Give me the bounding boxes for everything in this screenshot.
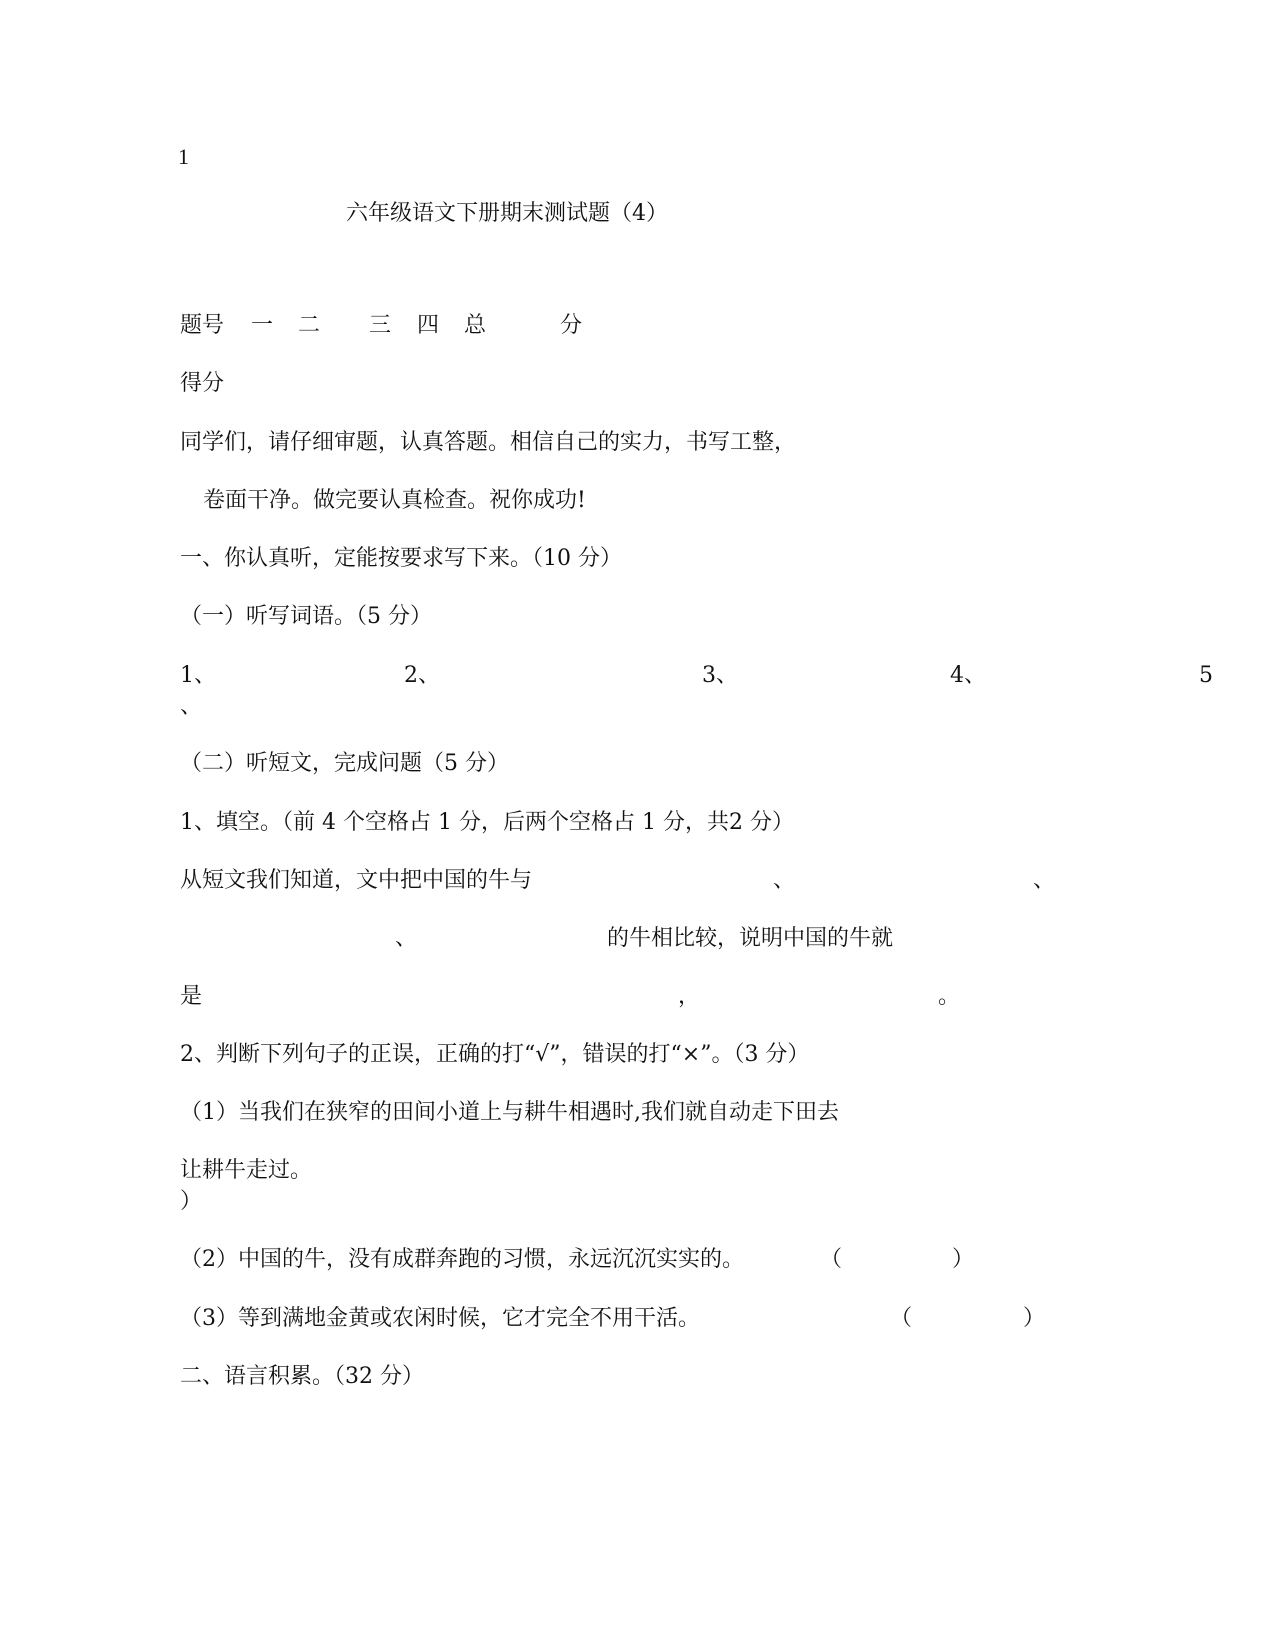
part-1-heading: （一）听写词语。（5 分） — [180, 604, 432, 629]
statement-2-text: （2）中国的牛，没有成群奔跑的习惯，永远沉沉实实的。 — [180, 1247, 744, 1272]
fill-line-1-sep-1: 、 — [773, 868, 796, 893]
statement-3-answer-open: （ — [890, 1306, 913, 1331]
dictation-item-5: 5 — [1199, 663, 1213, 688]
page-title: 六年级语文下册期末测试题（4） — [346, 201, 668, 226]
score-table-col-1: 一 — [251, 313, 274, 338]
score-table-score-label: 得分 — [180, 371, 225, 396]
fill-line-3-period: 。 — [938, 984, 961, 1009]
fill-line-1-text: 从短文我们知道，文中把中国的牛与 — [180, 868, 533, 893]
fill-line-3-comma: ， — [678, 984, 701, 1009]
dictation-item-5-mark: 、 — [180, 694, 203, 719]
intro-line-2: 卷面干净。做完要认真检查。祝你成功! — [203, 488, 586, 513]
score-table-col-4: 四 — [417, 313, 440, 338]
section-2-heading: 二、语言积累。（32 分） — [180, 1364, 424, 1389]
score-table-row-label: 题号 — [180, 313, 225, 338]
part-2-heading: （二）听短文，完成问题（5 分） — [180, 751, 509, 776]
question-2-heading: 2、判断下列句子的正误，正确的打“√”，错误的打“×”。（3 分） — [180, 1042, 810, 1067]
fill-line-2-sep: 、 — [395, 926, 418, 951]
score-table-col-6: 分 — [560, 313, 583, 338]
score-table-col-2: 二 — [298, 313, 321, 338]
question-1-heading: 1、填空。（前 4 个空格占 1 分，后两个空格占 1 分，共2 分） — [180, 810, 794, 835]
dictation-item-4: 4、 — [950, 663, 986, 688]
statement-1-line-2: 让耕牛走过。 — [180, 1158, 313, 1183]
section-1-heading: 一、你认真听，定能按要求写下来。（10 分） — [180, 546, 622, 571]
statement-1-line-1: （1）当我们在狭窄的田间小道上与耕牛相遇时,我们就自动走下田去 — [180, 1100, 839, 1125]
intro-line-1: 同学们，请仔细审题，认真答题。相信自己的实力，书写工整， — [180, 430, 797, 455]
statement-2-answer-close: ） — [952, 1247, 975, 1272]
fill-line-3-text: 是 — [180, 984, 203, 1009]
score-table-col-3: 三 — [369, 313, 392, 338]
statement-3-answer-close: ） — [1023, 1306, 1046, 1331]
dictation-item-1: 1、 — [180, 663, 216, 688]
fill-line-2-text: 的牛相比较，说明中国的牛就 — [607, 926, 894, 951]
page-number: 1 — [178, 144, 189, 169]
dictation-item-2: 2、 — [404, 663, 440, 688]
fill-line-1-sep-2: 、 — [1033, 868, 1056, 893]
statement-3-text: （3）等到满地金黄或农闲时候，它才完全不用干活。 — [180, 1306, 700, 1331]
statement-1-paren: ） — [180, 1189, 203, 1214]
score-table-col-5: 总 — [464, 313, 487, 338]
dictation-item-3: 3、 — [702, 663, 738, 688]
statement-2-answer-open: （ — [820, 1247, 843, 1272]
